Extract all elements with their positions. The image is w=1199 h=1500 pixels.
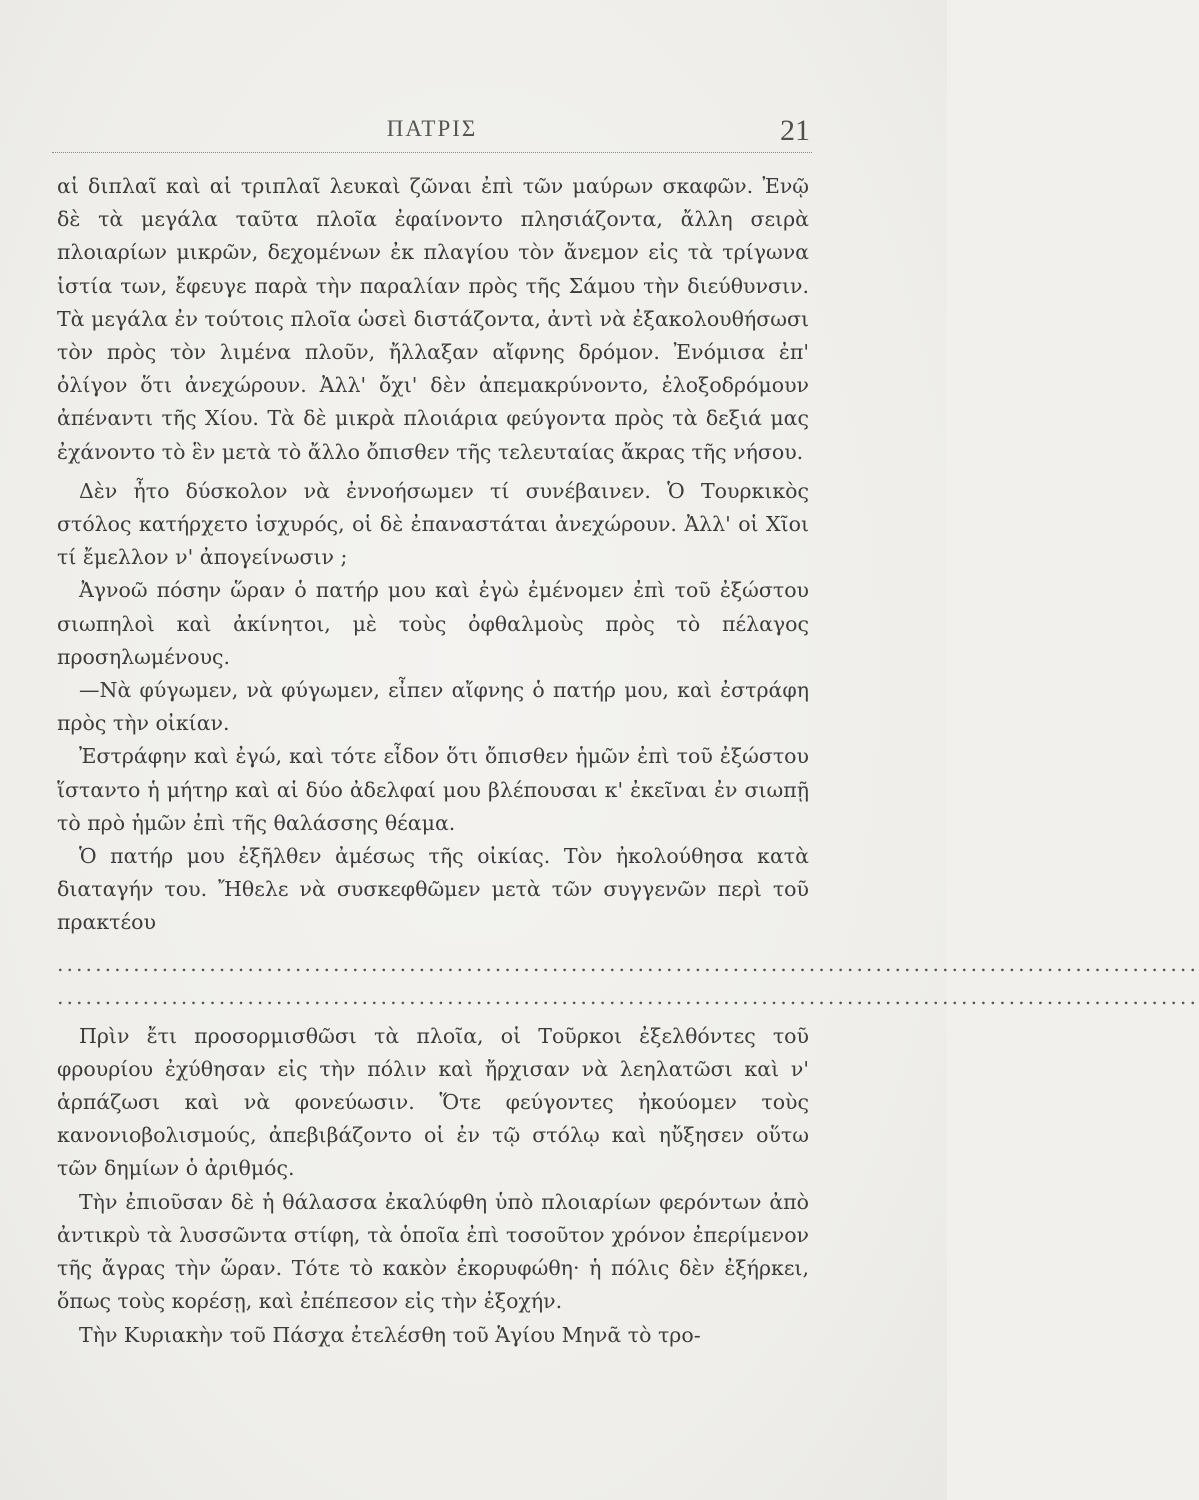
paragraph-9: Τὴν Κυριακὴν τοῦ Πάσχα ἐτελέσθη τοῦ Ἁγίου Μηνᾶ τὸ τρο-	[79, 1322, 701, 1347]
body-text	[57, 170, 1199, 1352]
dot-leader-row: ........................................................................................................................	[57, 984, 1199, 1009]
dot-leader-row: ........................................................................................................................	[57, 951, 1199, 976]
paragraph-1: αἱ διπλαῖ καὶ αἱ τριπλαῖ λευκαὶ ζῶναι ἐπὶ τῶν μαύρων σκαφῶν. Ἐνῷ δὲ τὰ μεγάλα ταῦτα πλοῖα ἐφαίνοντο πλησιάζοντα, ἄλλη σειρὰ πλοιαρίων μικρῶν, δεχομένων ἐκ πλαγίου τὸν ἄνεμον εἰς τὰ τρίγωνα ἱστία των, ἔφευγε παρὰ τὴν παραλίαν πρὸς τῆς Σάμου τὴν διεύθυνσιν. Τὰ μεγάλα ἐν τούτοις πλοῖα ὡσεὶ διστάζοντα, ἀντὶ νὰ ἐξακολουθήσωσι τὸν πρὸς τὸν λιμένα πλοῦν, ἤλλαξαν αἴφνης δρόμον. Ἐνόμισα ἐπ' ὀλίγον ὅτι ἀνεχώρουν. Ἀλλ' ὄχι' δὲν ἀπεμακρύνοντο, ἐλοξοδρόμουν ἀπέναντι τῆς Χίου. Τὰ δὲ μικρὰ πλοιάρια φεύγοντα πρὸς τὰ δεξιά μας ἐχάνοντο τὸ ἓν μετὰ τὸ ἄλλο ὄπισθεν τῆς τελευταίας ἄκρας τῆς νήσου.	[57, 174, 809, 464]
paragraph-2: Δὲν ἦτο δύσκολον νὰ ἐννοήσωμεν τί συνέβαινεν. Ὁ Τουρκικὸς στόλος κατήρχετο ἰσχυρός, οἱ δὲ ἐπαναστάται ἀνεχώρουν. Ἀλλ' οἱ Χῖοι τί ἔμελλον ν' ἀπογείνωσιν ;	[57, 478, 809, 570]
running-title: ΠΑΤΡΙΣ	[386, 116, 478, 141]
running-header	[52, 112, 812, 153]
paragraph-6: Ὁ πατήρ μου ἐξῆλθεν ἀμέσως τῆς οἰκίας. Τὸν ἠκολούθησα κατὰ διαταγήν του. Ἤθελε νὰ συσκεφθῶμεν μετὰ τῶν συγγενῶν περὶ τοῦ πρακτέου	[57, 844, 809, 935]
page-number: 21	[780, 114, 810, 147]
paragraph-4: —Νὰ φύγωμεν, νὰ φύγωμεν, εἶπεν αἴφνης ὁ πατήρ μου, καὶ ἐστράφη πρὸς τὴν οἰκίαν.	[57, 678, 809, 736]
paragraph-3: Ἀγνοῶ πόσην ὥραν ὁ πατήρ μου καὶ ἐγὼ ἐμένομεν ἐπὶ τοῦ ἐξώστου σιωπηλοὶ καὶ ἀκίνητοι, μὲ τοὺς ὀφθαλμοὺς πρὸς τὸ πέλαγος προσηλωμένους.	[57, 578, 809, 669]
paragraph-8: Τὴν ἐπιοῦσαν δὲ ἡ θάλασσα ἐκαλύφθη ὑπὸ πλοιαρίων φερόντων ἀπὸ ἀντικρὺ τὰ λυσσῶντα στίφη, τὰ ὁποῖα ἐπὶ τοσοῦτον χρόνον ἐπερίμενον τῆς ἄγρας τὴν ὥραν. Τότε τὸ κακὸν ἐκορυφώθη· ἡ πόλις δὲν ἐξήρκει, ὅπως τοὺς κορέσῃ, καὶ ἐπέπεσον εἰς τὴν ἐξοχήν.	[57, 1189, 809, 1314]
paragraph-7: Πρὶν ἔτι προσορμισθῶσι τὰ πλοῖα, οἱ Τοῦρκοι ἐξελθόντες τοῦ φρουρίου ἐχύθησαν εἰς τὴν πόλιν καὶ ἤρχισαν νὰ λεηλατῶσι καὶ ν' ἁρπάζωσι καὶ νὰ φονεύωσιν. Ὅτε φεύγοντες ἠκούομεν τοὺς κανονιοβολισμούς, ἀπεβιβάζοντο οἱ ἐν τῷ στόλῳ καὶ ηὔξησεν οὕτω τῶν δημίων ὁ ἀριθμός.	[57, 1023, 809, 1181]
paragraph-5: Ἐστράφην καὶ ἐγώ, καὶ τότε εἶδον ὅτι ὄπισθεν ἡμῶν ἐπὶ τοῦ ἐξώστου ἵσταντο ἡ μήτηρ καὶ αἱ δύο ἀδελφαί μου βλέπουσαι κ' ἐκεῖναι ἐν σιωπῇ τὸ πρὸ ἡμῶν ἐπὶ τῆς θαλάσσης θέαμα.	[57, 744, 809, 835]
